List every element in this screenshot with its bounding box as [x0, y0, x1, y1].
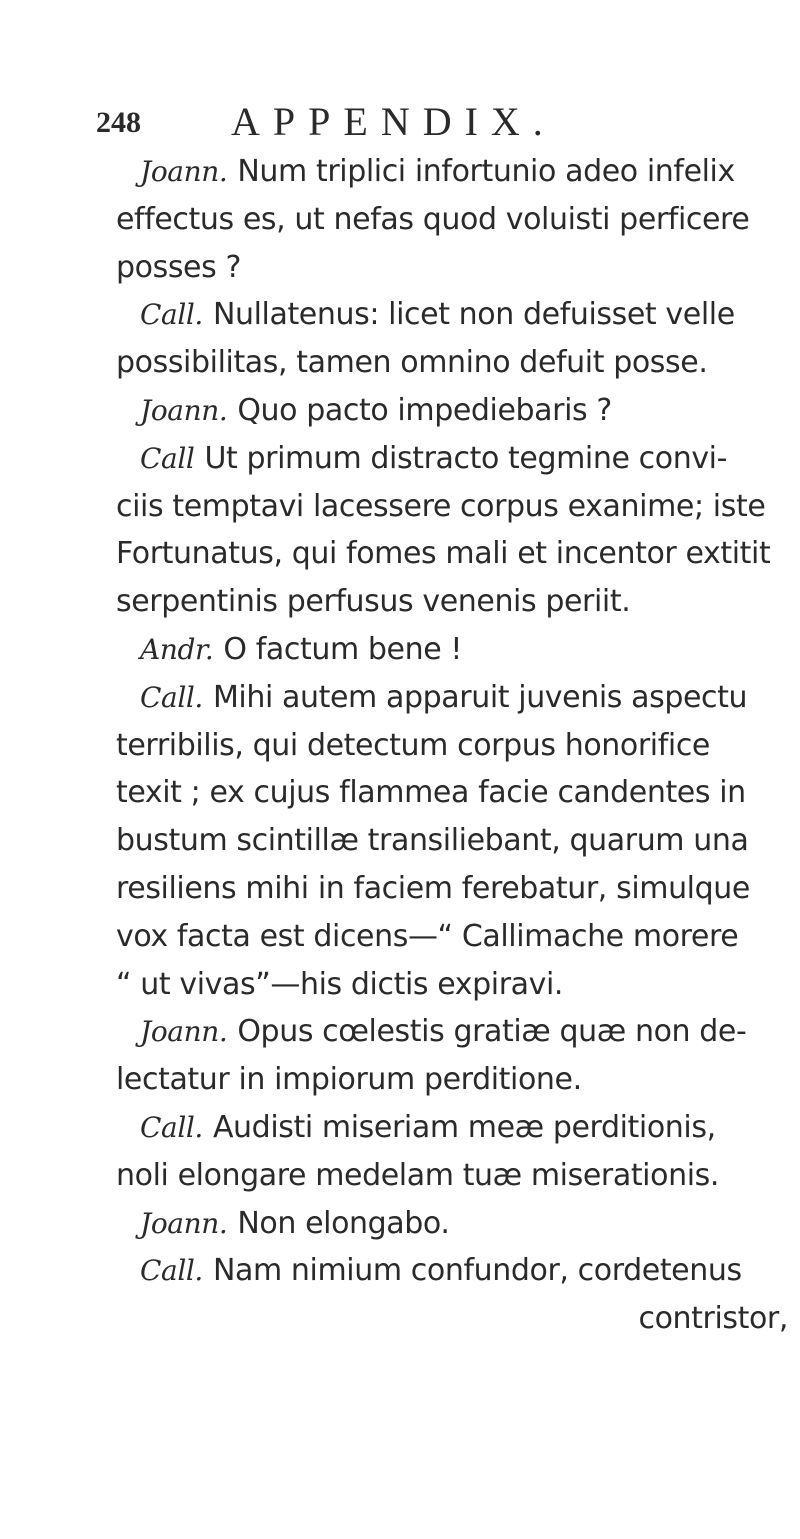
line-text: resiliens mihi in faciem ferebatur, simulque [116, 870, 750, 906]
line-text: “ ut vivas”—his dictis expiravi. [116, 966, 564, 1002]
speaker-name: Andr. [140, 632, 214, 666]
page-header [96, 90, 796, 150]
line-text: Quo pacto impediebaris ? [237, 392, 612, 428]
text-line [116, 961, 796, 1009]
line-text: Num triplici infortunio adeo infelix [237, 154, 735, 189]
speaker-name: Call [140, 441, 195, 475]
text-line [116, 530, 796, 578]
line-text: Non elongabo. [237, 1205, 450, 1241]
line-text: vox facta est dicens—“ Callimache morere [116, 918, 739, 954]
text-line [116, 1200, 796, 1248]
line-text: effectus es, ut nefas quod voluisti perficere [116, 201, 750, 237]
speaker-name: Joann. [140, 1206, 228, 1240]
text-line [116, 339, 796, 387]
text-line [116, 1056, 796, 1104]
text-line [116, 148, 796, 196]
line-text: serpentinis perfusus venenis periit. [116, 584, 631, 620]
speaker-name: Call. [140, 680, 203, 714]
speaker-name: Joann. [140, 393, 228, 427]
catchword: contristor, [638, 1301, 788, 1337]
speaker-name: Joann. [140, 1015, 228, 1049]
line-text: Audisti miseriam meæ perditionis, [212, 1109, 716, 1145]
text-line [116, 817, 796, 865]
text-line [116, 769, 796, 817]
text-line [116, 1008, 796, 1056]
line-text: Mihi autem apparuit juvenis aspectu [212, 679, 748, 715]
speaker-name: Call. [140, 298, 203, 332]
line-text: possibilitas, tamen omnino defuit posse. [116, 345, 708, 381]
text-line [116, 626, 796, 674]
line-text: terribilis, qui detectum corpus honorifice [116, 727, 710, 763]
line-text: Nullatenus: licet non defuisset velle [212, 297, 735, 333]
text-line [116, 483, 796, 531]
text-line [116, 244, 796, 292]
text-line [116, 435, 796, 483]
line-text: posses ? [116, 249, 242, 285]
running-head: APPENDIX. [231, 99, 556, 144]
text-line [116, 722, 796, 770]
speaker-name: Call. [140, 1110, 203, 1144]
line-text: lectatur in impiorum perditione. [116, 1062, 582, 1098]
text-line [116, 913, 796, 961]
line-text: Opus cœlestis gratiæ quæ non de- [237, 1014, 747, 1050]
speaker-name: Joann. [140, 155, 228, 188]
line-text: Nam nimium confundor, cordetenus [212, 1253, 742, 1289]
line-text: noli elongare medelam tuæ miserationis. [116, 1157, 719, 1193]
line-text: Ut primum distracto tegmine convi- [204, 440, 728, 476]
dialogue-text [116, 148, 796, 1343]
line-text: O factum bene ! [223, 631, 463, 667]
text-line [116, 196, 796, 244]
text-line [116, 674, 796, 722]
text-line [116, 1152, 796, 1200]
text-line [116, 578, 796, 626]
text-line [116, 865, 796, 913]
line-text: Fortunatus, qui fomes mali et incentor extitit [116, 536, 771, 572]
page-number: 248 [96, 106, 141, 139]
text-line [116, 1247, 796, 1295]
line-text: bustum scintillæ transiliebant, quarum una [116, 823, 749, 859]
line-text: ciis temptavi lacessere corpus exanime; iste [116, 488, 766, 524]
text-line [116, 1104, 796, 1152]
line-text: texit ; ex cujus flammea facie candentes in [116, 775, 746, 811]
text-line [116, 291, 796, 339]
speaker-name: Call. [140, 1254, 203, 1288]
text-line [116, 387, 796, 435]
